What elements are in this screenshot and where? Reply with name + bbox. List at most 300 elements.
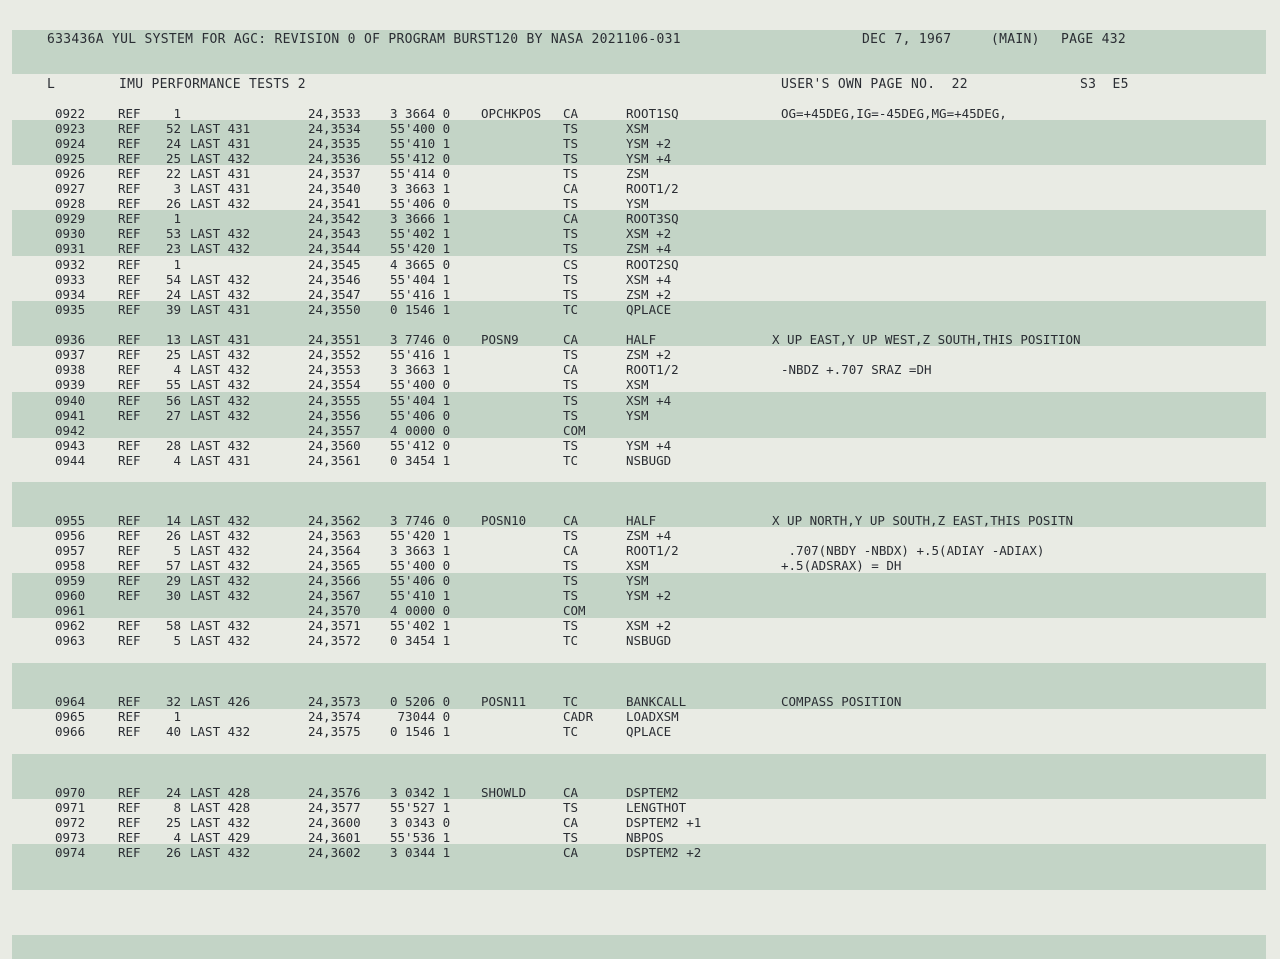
opcode: TC <box>563 302 579 317</box>
opcode: TC <box>563 694 579 709</box>
ref-tag: REF <box>118 332 141 347</box>
last-page-ref: LAST 426 <box>190 694 251 709</box>
ref-count: 55 <box>165 377 181 392</box>
octal-word: 0 1546 1 <box>390 302 451 317</box>
opcode: TS <box>563 588 579 603</box>
opcode: CA <box>563 106 579 121</box>
address: 24,3572 <box>308 633 361 648</box>
operand: ROOT1/2 <box>626 543 679 558</box>
line-number: 0924 <box>55 136 86 151</box>
address: 24,3602 <box>308 845 361 860</box>
operand: ZSM +4 <box>626 528 672 543</box>
operand: YSM +4 <box>626 438 672 453</box>
address: 24,3550 <box>308 302 361 317</box>
octal-word: 55'410 1 <box>390 136 451 151</box>
line-number: 0936 <box>55 332 86 347</box>
octal-word: 55'420 1 <box>390 241 451 256</box>
opcode: TS <box>563 272 579 287</box>
line-number: 0935 <box>55 302 86 317</box>
last-page-ref: LAST 432 <box>190 618 251 633</box>
address: 24,3540 <box>308 181 361 196</box>
opcode: TS <box>563 393 579 408</box>
operand: NSBUGD <box>626 633 672 648</box>
opcode: CA <box>563 845 579 860</box>
line-number: 0934 <box>55 287 86 302</box>
ref-tag: REF <box>118 588 141 603</box>
operand: DSPTEM2 +2 <box>626 845 702 860</box>
operand: BANKCALL <box>626 694 687 709</box>
ref-tag: REF <box>118 121 141 136</box>
last-page-ref: LAST 432 <box>190 588 251 603</box>
last-page-ref: LAST 432 <box>190 241 251 256</box>
address: 24,3573 <box>308 694 361 709</box>
address: 24,3600 <box>308 815 361 830</box>
operand: QPLACE <box>626 302 672 317</box>
octal-word: 55'404 1 <box>390 393 451 408</box>
octal-word: 55'404 1 <box>390 272 451 287</box>
ref-count: 24 <box>165 287 181 302</box>
listing-header <box>0 32 1127 47</box>
octal-word: 3 3664 0 <box>390 106 451 121</box>
opcode: TS <box>563 830 579 845</box>
ref-count: 29 <box>165 573 181 588</box>
ref-count: 26 <box>165 528 181 543</box>
paper-band <box>12 935 1266 959</box>
operand: XSM +2 <box>626 618 672 633</box>
line-number: 0971 <box>55 800 86 815</box>
address: 24,3557 <box>308 423 361 438</box>
opcode: TS <box>563 241 579 256</box>
ref-tag: REF <box>118 151 141 166</box>
ref-count: 4 <box>173 830 181 845</box>
ref-tag: REF <box>118 785 141 800</box>
address: 24,3545 <box>308 257 361 272</box>
octal-word: 55'400 0 <box>390 558 451 573</box>
last-page-ref: LAST 432 <box>190 226 251 241</box>
address: 24,3560 <box>308 438 361 453</box>
operand: LENGTHOT <box>626 800 687 815</box>
flag-label: L <box>47 77 56 92</box>
last-page-ref: LAST 432 <box>190 196 251 211</box>
line-number: 0955 <box>55 513 86 528</box>
last-page-ref: LAST 428 <box>190 800 251 815</box>
ref-tag: REF <box>118 287 141 302</box>
last-page-ref: LAST 428 <box>190 785 251 800</box>
line-number: 0940 <box>55 393 86 408</box>
address: 24,3575 <box>308 724 361 739</box>
octal-word: 55'406 0 <box>390 573 451 588</box>
operand: YSM <box>626 573 649 588</box>
line-number: 0942 <box>55 423 86 438</box>
address: 24,3564 <box>308 543 361 558</box>
address: 24,3563 <box>308 528 361 543</box>
ref-count: 4 <box>173 453 181 468</box>
octal-word: 3 3663 1 <box>390 362 451 377</box>
octal-word: 3 3663 1 <box>390 181 451 196</box>
location-label: POSN10 <box>481 513 527 528</box>
opcode: TS <box>563 618 579 633</box>
ref-count: 5 <box>173 633 181 648</box>
address: 24,3567 <box>308 588 361 603</box>
opcode: TS <box>563 121 579 136</box>
line-number: 0943 <box>55 438 86 453</box>
opcode: COM <box>563 423 586 438</box>
opcode: COM <box>563 603 586 618</box>
operand: XSM +4 <box>626 272 672 287</box>
address: 24,3537 <box>308 166 361 181</box>
opcode: TS <box>563 287 579 302</box>
address: 24,3547 <box>308 287 361 302</box>
ref-tag: REF <box>118 257 141 272</box>
ref-count: 27 <box>165 408 181 423</box>
ref-count: 39 <box>165 302 181 317</box>
line-number: 0962 <box>55 618 86 633</box>
ref-tag: REF <box>118 543 141 558</box>
address: 24,3566 <box>308 573 361 588</box>
line-number: 0941 <box>55 408 86 423</box>
line-number: 0938 <box>55 362 86 377</box>
octal-word: 3 3666 1 <box>390 211 451 226</box>
ref-tag: REF <box>118 815 141 830</box>
comment: OG=+45DEG,IG=-45DEG,MG=+45DEG, <box>781 106 1007 121</box>
last-page-ref: LAST 432 <box>190 845 251 860</box>
address: 24,3533 <box>308 106 361 121</box>
ref-tag: REF <box>118 226 141 241</box>
octal-word: 3 0344 1 <box>390 845 451 860</box>
operand: YSM <box>626 408 649 423</box>
operand: YSM +2 <box>626 588 672 603</box>
last-page-ref: LAST 432 <box>190 724 251 739</box>
opcode: TS <box>563 377 579 392</box>
ref-count: 3 <box>173 181 181 196</box>
ref-count: 32 <box>165 694 181 709</box>
operand: ROOT1/2 <box>626 181 679 196</box>
address: 24,3546 <box>308 272 361 287</box>
octal-word: 55'416 1 <box>390 347 451 362</box>
operand: ROOT1/2 <box>626 362 679 377</box>
line-number: 0937 <box>55 347 86 362</box>
line-number: 0957 <box>55 543 86 558</box>
line-number: 0963 <box>55 633 86 648</box>
octal-word: 4 0000 0 <box>390 423 451 438</box>
address: 24,3542 <box>308 211 361 226</box>
section-title: IMU PERFORMANCE TESTS 2 <box>119 77 306 92</box>
opcode: TC <box>563 633 579 648</box>
ref-count: 25 <box>165 347 181 362</box>
operand: ZSM +2 <box>626 347 672 362</box>
opcode: TS <box>563 573 579 588</box>
octal-word: 3 3663 1 <box>390 543 451 558</box>
ref-tag: REF <box>118 241 141 256</box>
octal-word: 55'536 1 <box>390 830 451 845</box>
octal-word: 4 3665 0 <box>390 257 451 272</box>
operand: NSBUGD <box>626 453 672 468</box>
location-label: POSN11 <box>481 694 527 709</box>
ref-count: 1 <box>173 709 181 724</box>
address: 24,3556 <box>308 408 361 423</box>
octal-word: 55'527 1 <box>390 800 451 815</box>
opcode: CA <box>563 211 579 226</box>
ref-tag: REF <box>118 845 141 860</box>
print-date: DEC 7, 1967 <box>862 32 952 47</box>
line-number: 0956 <box>55 528 86 543</box>
octal-word: 55'400 0 <box>390 377 451 392</box>
opcode: CADR <box>563 709 594 724</box>
last-page-ref: LAST 432 <box>190 408 251 423</box>
line-number: 0964 <box>55 694 86 709</box>
ref-tag: REF <box>118 136 141 151</box>
octal-word: 55'410 1 <box>390 588 451 603</box>
octal-word: 0 1546 1 <box>390 724 451 739</box>
last-page-ref: LAST 432 <box>190 633 251 648</box>
ref-tag: REF <box>118 709 141 724</box>
ref-tag: REF <box>118 800 141 815</box>
ref-count: 52 <box>165 121 181 136</box>
mode-label: (MAIN) <box>991 32 1040 47</box>
comment: -NBDZ +.707 SRAZ =DH <box>781 362 932 377</box>
opcode: CA <box>563 543 579 558</box>
location-label: SHOWLD <box>481 785 527 800</box>
ref-tag: REF <box>118 830 141 845</box>
line-number: 0961 <box>55 603 86 618</box>
ref-tag: REF <box>118 408 141 423</box>
opcode: CA <box>563 362 579 377</box>
address: 24,3552 <box>308 347 361 362</box>
last-page-ref: LAST 432 <box>190 362 251 377</box>
comment: .707(NBDY -NBDX) +.5(ADIAY -ADIAX) <box>781 543 1045 558</box>
ref-count: 13 <box>165 332 181 347</box>
opcode: TS <box>563 800 579 815</box>
opcode: TC <box>563 724 579 739</box>
operand: HALF <box>626 513 657 528</box>
address: 24,3562 <box>308 513 361 528</box>
line-number: 0925 <box>55 151 86 166</box>
listing-subheader <box>0 77 1129 92</box>
ref-count: 40 <box>165 724 181 739</box>
line-number: 0930 <box>55 226 86 241</box>
address: 24,3534 <box>308 121 361 136</box>
ref-tag: REF <box>118 362 141 377</box>
line-number: 0966 <box>55 724 86 739</box>
octal-word: 55'416 1 <box>390 287 451 302</box>
ref-tag: REF <box>118 347 141 362</box>
operand: ZSM +2 <box>626 287 672 302</box>
comment: COMPASS POSITION <box>781 694 902 709</box>
operand: XSM +4 <box>626 393 672 408</box>
last-page-ref: LAST 431 <box>190 181 251 196</box>
line-number: 0933 <box>55 272 86 287</box>
address: 24,3565 <box>308 558 361 573</box>
octal-word: 55'402 1 <box>390 226 451 241</box>
last-page-ref: LAST 432 <box>190 347 251 362</box>
location-label: POSN9 <box>481 332 519 347</box>
ref-count: 25 <box>165 815 181 830</box>
operand: ZSM +4 <box>626 241 672 256</box>
octal-word: 55'412 0 <box>390 438 451 453</box>
ref-tag: REF <box>118 181 141 196</box>
ref-tag: REF <box>118 618 141 633</box>
address: 24,3543 <box>308 226 361 241</box>
ref-count: 4 <box>173 362 181 377</box>
comment: +.5(ADSRAX) = DH <box>781 558 902 573</box>
octal-word: 55'420 1 <box>390 528 451 543</box>
operand: YSM +2 <box>626 136 672 151</box>
location-label: OPCHKPOS <box>481 106 542 121</box>
line-number: 0927 <box>55 181 86 196</box>
last-page-ref: LAST 432 <box>190 151 251 166</box>
ref-tag: REF <box>118 166 141 181</box>
octal-word: 55'402 1 <box>390 618 451 633</box>
line-number: 0960 <box>55 588 86 603</box>
octal-word: 3 7746 0 <box>390 513 451 528</box>
address: 24,3601 <box>308 830 361 845</box>
opcode: TS <box>563 528 579 543</box>
operand: DSPTEM2 +1 <box>626 815 702 830</box>
octal-word: 73044 0 <box>390 709 451 724</box>
opcode: CA <box>563 181 579 196</box>
operand: ROOT1SQ <box>626 106 679 121</box>
opcode: CS <box>563 257 579 272</box>
octal-word: 55'414 0 <box>390 166 451 181</box>
ref-tag: REF <box>118 106 141 121</box>
line-number: 0939 <box>55 377 86 392</box>
opcode: CA <box>563 785 579 800</box>
address: 24,3535 <box>308 136 361 151</box>
ref-tag: REF <box>118 211 141 226</box>
ref-count: 25 <box>165 151 181 166</box>
opcode: TS <box>563 166 579 181</box>
last-page-ref: LAST 432 <box>190 377 251 392</box>
address: 24,3577 <box>308 800 361 815</box>
last-page-ref: LAST 431 <box>190 166 251 181</box>
octal-word: 55'406 0 <box>390 408 451 423</box>
line-number: 0932 <box>55 257 86 272</box>
ref-count: 57 <box>165 558 181 573</box>
last-page-ref: LAST 432 <box>190 815 251 830</box>
last-page-ref: LAST 432 <box>190 393 251 408</box>
ref-tag: REF <box>118 724 141 739</box>
address: 24,3551 <box>308 332 361 347</box>
ref-count: 14 <box>165 513 181 528</box>
address: 24,3555 <box>308 393 361 408</box>
address: 24,3536 <box>308 151 361 166</box>
operand: ROOT3SQ <box>626 211 679 226</box>
last-page-ref: LAST 431 <box>190 302 251 317</box>
line-number: 0972 <box>55 815 86 830</box>
comment: X UP NORTH,Y UP SOUTH,Z EAST,THIS POSITN <box>772 513 1074 528</box>
opcode: TS <box>563 196 579 211</box>
codes: S3 E5 <box>1080 77 1129 92</box>
ref-tag: REF <box>118 393 141 408</box>
last-page-ref: LAST 432 <box>190 272 251 287</box>
ref-tag: REF <box>118 558 141 573</box>
last-page-ref: LAST 432 <box>190 287 251 302</box>
program-title: 633436A YUL SYSTEM FOR AGC: REVISION 0 OF PROGRAM BURST120 BY NASA 2021106-031 <box>47 32 681 47</box>
ref-count: 24 <box>165 136 181 151</box>
opcode: CA <box>563 332 579 347</box>
last-page-ref: LAST 432 <box>190 558 251 573</box>
ref-tag: REF <box>118 633 141 648</box>
ref-count: 1 <box>173 257 181 272</box>
opcode: TS <box>563 136 579 151</box>
octal-word: 4 0000 0 <box>390 603 451 618</box>
opcode: TS <box>563 408 579 423</box>
address: 24,3553 <box>308 362 361 377</box>
operand: XSM +2 <box>626 226 672 241</box>
line-number: 0922 <box>55 106 86 121</box>
last-page-ref: LAST 432 <box>190 528 251 543</box>
last-page-ref: LAST 429 <box>190 830 251 845</box>
line-number: 0973 <box>55 830 86 845</box>
opcode: TC <box>563 453 579 468</box>
ref-tag: REF <box>118 528 141 543</box>
ref-count: 28 <box>165 438 181 453</box>
last-page-ref: LAST 432 <box>190 573 251 588</box>
octal-word: 0 3454 1 <box>390 453 451 468</box>
address: 24,3574 <box>308 709 361 724</box>
last-page-ref: LAST 432 <box>190 438 251 453</box>
line-number: 0965 <box>55 709 86 724</box>
address: 24,3561 <box>308 453 361 468</box>
ref-tag: REF <box>118 573 141 588</box>
address: 24,3554 <box>308 377 361 392</box>
operand: XSM <box>626 377 649 392</box>
ref-tag: REF <box>118 302 141 317</box>
last-page-ref: LAST 431 <box>190 136 251 151</box>
operand: HALF <box>626 332 657 347</box>
line-number: 0929 <box>55 211 86 226</box>
opcode: TS <box>563 347 579 362</box>
address: 24,3571 <box>308 618 361 633</box>
last-page-ref: LAST 431 <box>190 332 251 347</box>
ref-tag: REF <box>118 453 141 468</box>
line-number: 0944 <box>55 453 86 468</box>
octal-word: 55'406 0 <box>390 196 451 211</box>
operand: NBPOS <box>626 830 664 845</box>
operand: LOADXSM <box>626 709 679 724</box>
line-number: 0970 <box>55 785 86 800</box>
ref-tag: REF <box>118 196 141 211</box>
operand: ZSM <box>626 166 649 181</box>
ref-count: 58 <box>165 618 181 633</box>
operand: XSM <box>626 121 649 136</box>
ref-tag: REF <box>118 272 141 287</box>
line-number: 0928 <box>55 196 86 211</box>
ref-count: 23 <box>165 241 181 256</box>
comment: X UP EAST,Y UP WEST,Z SOUTH,THIS POSITION <box>772 332 1081 347</box>
page-number: PAGE 432 <box>1061 32 1127 47</box>
octal-word: 0 3454 1 <box>390 633 451 648</box>
octal-word: 3 0342 1 <box>390 785 451 800</box>
ref-count: 26 <box>165 845 181 860</box>
ref-tag: REF <box>118 694 141 709</box>
ref-count: 26 <box>165 196 181 211</box>
last-page-ref: LAST 432 <box>190 513 251 528</box>
line-number: 0931 <box>55 241 86 256</box>
ref-count: 1 <box>173 106 181 121</box>
ref-count: 8 <box>173 800 181 815</box>
user-page: USER'S OWN PAGE NO. 22 <box>781 77 968 92</box>
operand: DSPTEM2 <box>626 785 679 800</box>
octal-word: 55'400 0 <box>390 121 451 136</box>
line-number: 0923 <box>55 121 86 136</box>
line-number: 0959 <box>55 573 86 588</box>
last-page-ref: LAST 431 <box>190 453 251 468</box>
line-number: 0958 <box>55 558 86 573</box>
octal-word: 3 7746 0 <box>390 332 451 347</box>
ref-count: 56 <box>165 393 181 408</box>
operand: QPLACE <box>626 724 672 739</box>
